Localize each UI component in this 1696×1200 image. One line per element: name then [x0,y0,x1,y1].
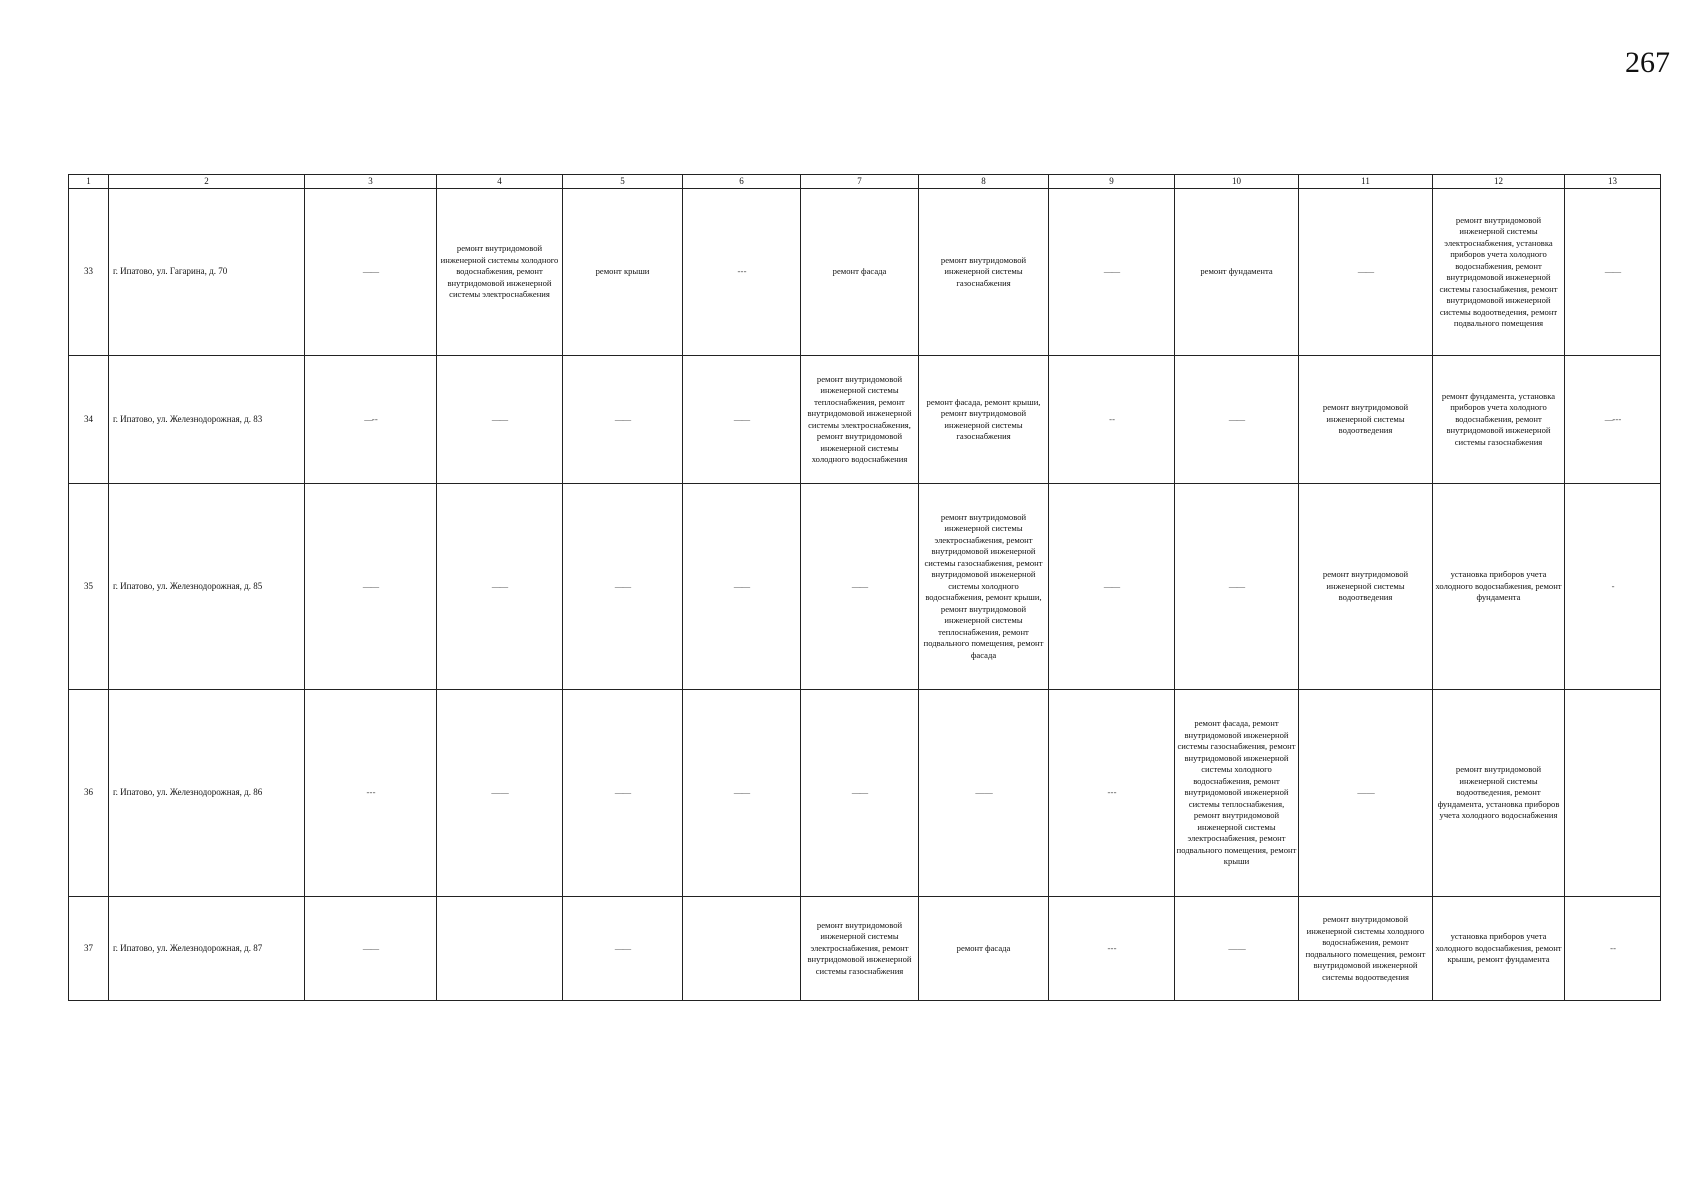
table-row [69,356,1661,484]
table-cell: ремонт фасада [801,189,919,356]
table-row [69,690,1661,897]
table-cell: ремонт внутридомовой инженерной системы водоотведения [1299,356,1433,484]
table-row [69,897,1661,1001]
table-cell: установка приборов учета холодного водоснабжения, ремонт крыши, ремонт фундамента [1433,897,1565,1001]
row-number: 37 [69,897,109,1001]
table-cell: - - - [683,189,801,356]
table-cell: - - - [1049,897,1175,1001]
table-cell: ремонт внутридомовой инженерной системы холодного водоснабжения, ремонт внутридомовой инженерной системы электроснабжения [437,189,563,356]
table-cell: ремонт фундамента, установка приборов учета холодного водоснабжения, ремонт внутридомовой инженерной системы газоснабжения [1433,356,1565,484]
table-cell: —— [1049,484,1175,690]
table-cell: ремонт внутридомовой инженерной системы теплоснабжения, ремонт внутридомовой инженерной системы электроснабжения, ремонт внутридомовой инженерной системы холодного водоснабжения [801,356,919,484]
row-number: 34 [69,356,109,484]
address-cell: г. Ипатово, ул. Железнодорожная, д. 83 [109,356,305,484]
column-header: 3 [305,175,437,189]
table-cell: - - - [1049,690,1175,897]
table-cell: —- - [305,356,437,484]
table-cell: —— [1299,189,1433,356]
table-cell: ремонт внутридомовой инженерной системы холодного водоснабжения, ремонт подвального помещения, ремонт внутридомовой инженерной системы водоотведения [1299,897,1433,1001]
table-cell: —— [683,356,801,484]
table-cell: - - [1049,356,1175,484]
table-cell: - - [1565,897,1661,1001]
column-header: 2 [109,175,305,189]
column-header: 10 [1175,175,1299,189]
table-cell: —— [1049,189,1175,356]
table-cell: —— [683,484,801,690]
table-cell: —— [801,690,919,897]
row-number: 35 [69,484,109,690]
table-cell: —— [1175,356,1299,484]
table-cell: ремонт внутридомовой инженерной системы газоснабжения [919,189,1049,356]
table-cell: —— [1175,484,1299,690]
table-cell: - - - [305,690,437,897]
address-cell: г. Ипатово, ул. Железнодорожная, д. 86 [109,690,305,897]
table-cell: установка приборов учета холодного водоснабжения, ремонт фундамента [1433,484,1565,690]
table-cell: —— [1565,189,1661,356]
address-cell: г. Ипатово, ул. Железнодорожная, д. 87 [109,897,305,1001]
table-cell: ремонт фасада, ремонт внутридомовой инженерной системы газоснабжения, ремонт внутридомовой инженерной системы холодного водоснабжения, ремонт внутридомовой инженерной системы теплоснабжения, ремонт внутридомовой инженерной системы электроснабжения, ремонт подвального помещения, ремонт крыши [1175,690,1299,897]
table-row [69,484,1661,690]
table-cell: ремонт фундамента [1175,189,1299,356]
column-header: 8 [919,175,1049,189]
table-cell: —— [305,189,437,356]
table-cell [437,897,563,1001]
table-cell: ремонт внутридомовой инженерной системы электроснабжения, установка приборов учета холодного водоснабжения, ремонт внутридомовой инженерной системы газоснабжения, ремонт внутридомовой инженерной системы водоотведения, ремонт подвального помещения [1433,189,1565,356]
page-number: 267 [1625,46,1670,79]
column-header: 9 [1049,175,1175,189]
table-cell: ремонт крыши [563,189,683,356]
table-cell [1565,690,1661,897]
table-cell: —— [563,690,683,897]
table-cell: ремонт внутридомовой инженерной системы водоотведения [1299,484,1433,690]
table-cell: —— [305,484,437,690]
column-number-row [69,175,1661,189]
column-header: 4 [437,175,563,189]
table-cell: — — [437,690,563,897]
table-cell: —— [683,690,801,897]
table-cell: - [1565,484,1661,690]
address-cell: г. Ипатово, ул. Гагарина, д. 70 [109,189,305,356]
address-cell: г. Ипатово, ул. Железнодорожная, д. 85 [109,484,305,690]
table-cell: ремонт внутридомовой инженерной системы водоотведения, ремонт фундамента, установка приборов учета холодного водоснабжения [1433,690,1565,897]
column-header: 11 [1299,175,1433,189]
column-header: 6 [683,175,801,189]
table-cell: — — [1299,690,1433,897]
row-number: 33 [69,189,109,356]
column-header: 13 [1565,175,1661,189]
table-cell: ремонт внутридомовой инженерной системы электроснабжения, ремонт внутридомовой инженерной системы газоснабжения [801,897,919,1001]
table-cell: —— [437,484,563,690]
table-cell: ремонт фасада [919,897,1049,1001]
table-cell: —— [305,897,437,1001]
column-header: 5 [563,175,683,189]
table-cell: — — [1175,897,1299,1001]
table-cell: —- - - [1565,356,1661,484]
table-cell: — — [919,690,1049,897]
table-cell [683,897,801,1001]
repair-schedule-table [68,174,1661,1001]
table-cell: —— [563,897,683,1001]
column-header: 12 [1433,175,1565,189]
column-header: 7 [801,175,919,189]
table-cell: ремонт фасада, ремонт крыши, ремонт внутридомовой инженерной системы газоснабжения [919,356,1049,484]
column-header: 1 [69,175,109,189]
table-cell: —— [801,484,919,690]
table-cell: —— [437,356,563,484]
table-row [69,189,1661,356]
table-cell: ремонт внутридомовой инженерной системы электроснабжения, ремонт внутридомовой инженерной системы газоснабжения, ремонт внутридомовой инженерной системы холодного водоснабжения, ремонт крыши, ремонт внутридомовой инженерной системы теплоснабжения, ремонт подвального помещения, ремонт фасада [919,484,1049,690]
row-number: 36 [69,690,109,897]
table-cell: —— [563,356,683,484]
table-cell: —— [563,484,683,690]
